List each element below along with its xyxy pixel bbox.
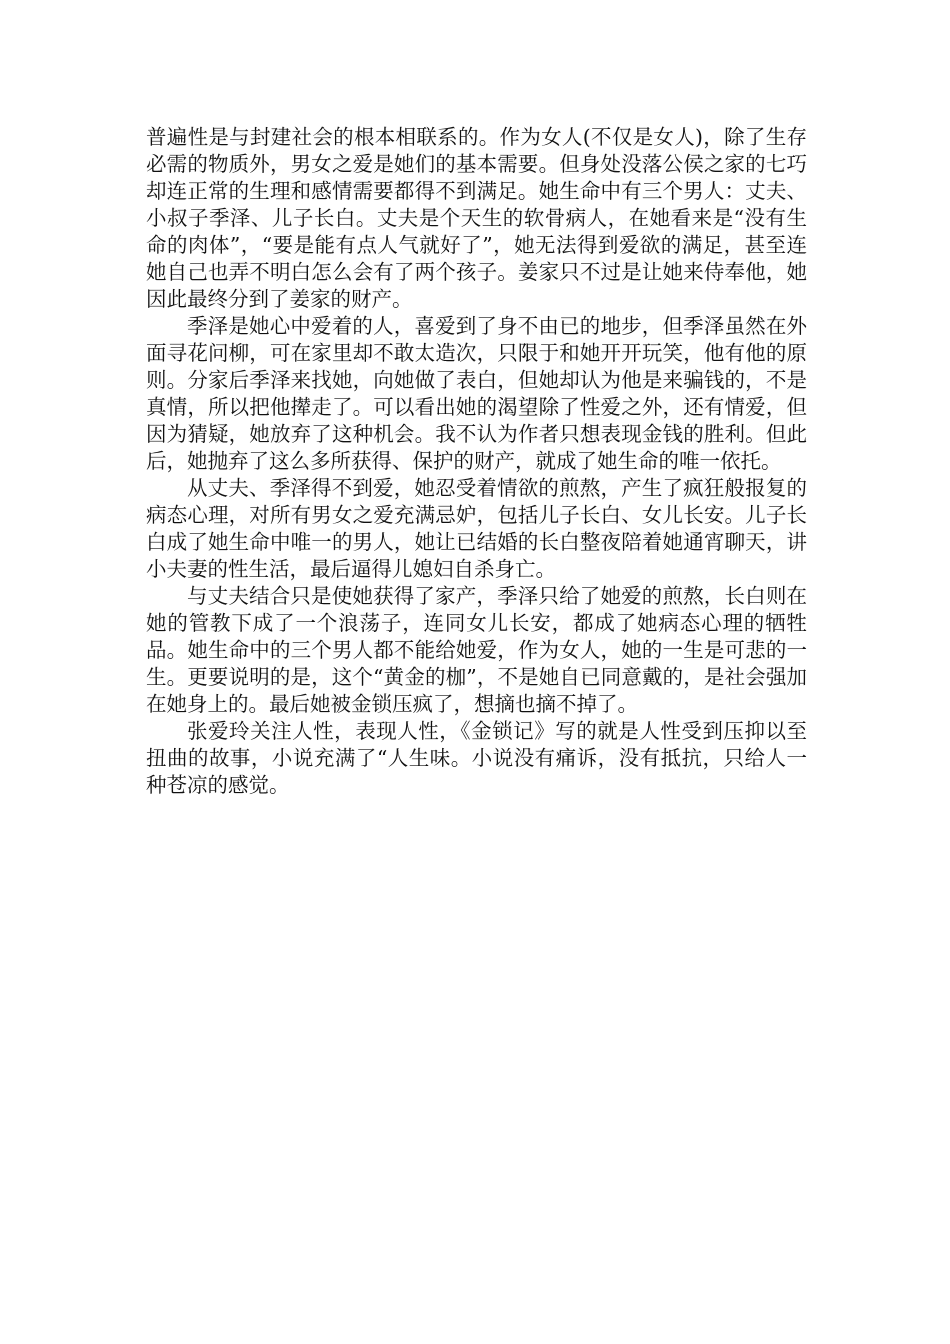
paragraph-3: 从丈夫、季泽得不到爱，她忍受着情欲的煎熬，产生了疯狂般报复的病态心理，对所有男女之爱充满忌妒，包括儿子长白、女儿长安。儿子长白成了她生命中唯一的男人，她让已结婚的长白整夜陪着她通宵聊天，讲小夫妻的性生活，最后逼得儿媳妇自杀身亡。 [146,476,807,581]
paragraph-4: 与丈夫结合只是使她获得了家产，季泽只给了她爱的煎熬，长白则在她的管教下成了一个浪荡子，连同女儿长安，都成了她病态心理的牺牲品。她生命中的三个男人都不能给她爱，作为女人，她的一生是可悲的一生。更要说明的是，这个“黄金的枷”，不是她自已同意戴的，是社会强加在她身上的。最后她被金锁压疯了，想摘也摘不掉了。 [146,584,807,716]
body-text [146,124,807,799]
paragraph-5: 张爱玲关注人性，表现人性，《金锁记》写的就是人性受到压抑以至扭曲的故事，小说充满了“人生味。小说没有痛诉，没有抵抗，只给人一种苍凉的感觉。 [146,719,807,797]
paragraph-2: 季泽是她心中爱着的人，喜爱到了身不由已的地步，但季泽虽然在外面寻花问柳，可在家里却不敢太造次，只限于和她开开玩笑，他有他的原则。分家后季泽来找她，向她做了表白，但她却认为他是来骗钱的，不是真情，所以把他撵走了。可以看出她的渴望除了性爱之外，还有情爱，但因为猜疑，她放弃了这种机会。我不认为作者只想表现金钱的胜利。但此后，她抛弃了这么多所获得、保护的财产，就成了她生命的唯一依托。 [146,314,807,473]
paragraph-1: 普遍性是与封建社会的根本相联系的。作为女人(不仅是女人)，除了生存必需的物质外，男女之爱是她们的基本需要。但身处没落公侯之家的七巧却连正常的生理和感情需要都得不到满足。她生命中有三个男人：丈夫、小叔子季泽、儿子长白。丈夫是个天生的软骨病人，在她看来是“没有生命的肉体”，“要是能有点人气就好了”，她无法得到爱欲的满足，甚至连她自己也弄不明白怎么会有了两个孩子。姜家只不过是让她来侍奉他，她因此最终分到了姜家的财产。 [146,125,807,311]
